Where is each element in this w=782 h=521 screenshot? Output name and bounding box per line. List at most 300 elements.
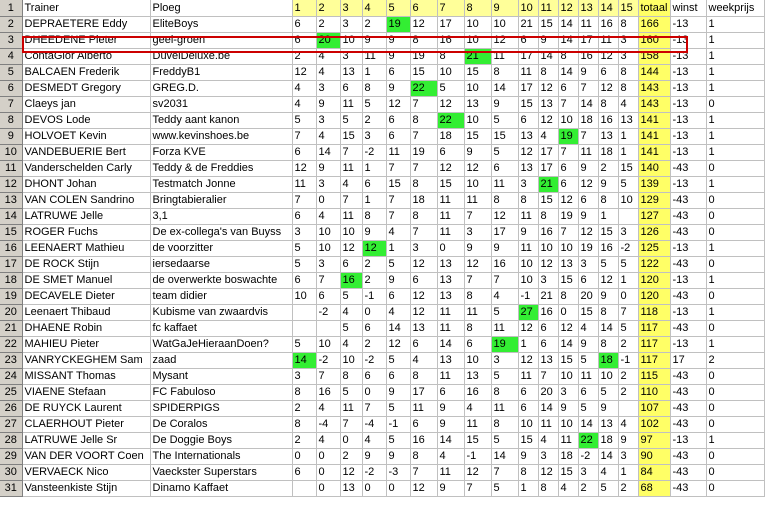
winst-cell[interactable]: -13: [670, 33, 706, 49]
week-score-cell[interactable]: -1: [518, 289, 538, 305]
week-score-cell[interactable]: -2: [362, 465, 386, 481]
weekprijs-cell[interactable]: 1: [706, 81, 764, 97]
week-score-cell[interactable]: 10: [316, 225, 340, 241]
weekprijs-cell[interactable]: 0: [706, 385, 764, 401]
week-score-cell[interactable]: 7: [464, 481, 491, 497]
week-score-cell[interactable]: 15: [558, 465, 578, 481]
week-score-cell[interactable]: 11: [491, 49, 518, 65]
trainer-cell[interactable]: BALCAEN Frederik: [22, 65, 150, 81]
week-score-cell[interactable]: 15: [538, 17, 558, 33]
week-score-cell[interactable]: 11: [518, 241, 538, 257]
week-score-cell[interactable]: 6: [558, 81, 578, 97]
week-score-cell[interactable]: 17: [518, 49, 538, 65]
week-score-cell[interactable]: 8: [491, 65, 518, 81]
ploeg-cell[interactable]: De Coralos: [150, 417, 292, 433]
week-score-cell[interactable]: 4: [316, 209, 340, 225]
week-score-cell[interactable]: 0: [437, 241, 464, 257]
week-score-cell[interactable]: 13: [558, 257, 578, 273]
winst-cell[interactable]: -43: [670, 481, 706, 497]
header-week[interactable]: 15: [618, 0, 638, 17]
ploeg-cell[interactable]: De Doggie Boys: [150, 433, 292, 449]
trainer-cell[interactable]: MISSANT Thomas: [22, 369, 150, 385]
week-score-cell[interactable]: 2: [362, 257, 386, 273]
ploeg-cell[interactable]: FreddyB1: [150, 65, 292, 81]
week-score-cell[interactable]: 15: [538, 193, 558, 209]
winst-cell[interactable]: -13: [670, 433, 706, 449]
week-score-cell[interactable]: 10: [464, 113, 491, 129]
week-score-cell[interactable]: 3: [578, 257, 598, 273]
week-score-cell[interactable]: 6: [340, 257, 362, 273]
week-score-cell[interactable]: 10: [464, 33, 491, 49]
week-score-cell[interactable]: 21: [518, 17, 538, 33]
week-score-cell[interactable]: 9: [598, 177, 618, 193]
week-score-cell[interactable]: 19: [410, 145, 437, 161]
week-score-cell[interactable]: 14: [598, 321, 618, 337]
row-number[interactable]: 20: [0, 305, 22, 321]
week-score-cell[interactable]: 12: [386, 337, 410, 353]
week-score-cell[interactable]: 14: [386, 321, 410, 337]
week-score-cell[interactable]: 12: [464, 257, 491, 273]
week-score-cell[interactable]: 7: [538, 369, 558, 385]
week-score-cell[interactable]: 6: [292, 17, 316, 33]
week-score-cell[interactable]: 10: [598, 369, 618, 385]
week-score-cell[interactable]: 6: [558, 161, 578, 177]
totaal-cell[interactable]: 115: [638, 369, 670, 385]
week-score-cell[interactable]: 22: [578, 433, 598, 449]
week-score-cell[interactable]: 4: [340, 177, 362, 193]
row-number[interactable]: 31: [0, 481, 22, 497]
week-score-cell[interactable]: 8: [292, 385, 316, 401]
week-score-cell[interactable]: 13: [340, 65, 362, 81]
weekprijs-cell[interactable]: 0: [706, 321, 764, 337]
week-score-cell[interactable]: 15: [464, 433, 491, 449]
week-score-cell[interactable]: 7: [410, 225, 437, 241]
header-totaal[interactable]: totaal: [638, 0, 670, 17]
week-score-cell[interactable]: 12: [491, 209, 518, 225]
week-score-cell[interactable]: 9: [491, 97, 518, 113]
week-score-cell[interactable]: 10: [292, 289, 316, 305]
weekprijs-cell[interactable]: 0: [706, 465, 764, 481]
week-score-cell[interactable]: 5: [578, 353, 598, 369]
week-score-cell[interactable]: 17: [437, 17, 464, 33]
week-score-cell[interactable]: 1: [618, 273, 638, 289]
week-score-cell[interactable]: 8: [518, 465, 538, 481]
week-score-cell[interactable]: 11: [464, 305, 491, 321]
week-score-cell[interactable]: 2: [618, 385, 638, 401]
weekprijs-cell[interactable]: 1: [706, 241, 764, 257]
week-score-cell[interactable]: 4: [316, 401, 340, 417]
week-score-cell[interactable]: [618, 209, 638, 225]
week-score-cell[interactable]: 17: [518, 81, 538, 97]
week-score-cell[interactable]: 4: [578, 321, 598, 337]
week-score-cell[interactable]: 6: [578, 385, 598, 401]
week-score-cell[interactable]: 15: [518, 97, 538, 113]
week-score-cell[interactable]: 9: [386, 449, 410, 465]
totaal-cell[interactable]: 126: [638, 225, 670, 241]
week-score-cell[interactable]: 6: [410, 273, 437, 289]
totaal-cell[interactable]: 122: [638, 257, 670, 273]
week-score-cell[interactable]: 8: [538, 65, 558, 81]
week-score-cell[interactable]: 20: [538, 385, 558, 401]
week-score-cell[interactable]: 13: [410, 321, 437, 337]
week-score-cell[interactable]: 7: [410, 161, 437, 177]
row-number[interactable]: 24: [0, 369, 22, 385]
totaal-cell[interactable]: 107: [638, 401, 670, 417]
week-score-cell[interactable]: 7: [464, 273, 491, 289]
week-score-cell[interactable]: 5: [340, 289, 362, 305]
week-score-cell[interactable]: 12: [292, 65, 316, 81]
week-score-cell[interactable]: 8: [410, 209, 437, 225]
week-score-cell[interactable]: 1: [618, 129, 638, 145]
week-score-cell[interactable]: 8: [538, 209, 558, 225]
ploeg-cell[interactable]: EliteBoys: [150, 17, 292, 33]
week-score-cell[interactable]: 4: [316, 129, 340, 145]
row-number[interactable]: 3: [0, 33, 22, 49]
row-number[interactable]: 1: [0, 0, 22, 17]
week-score-cell[interactable]: 16: [538, 305, 558, 321]
week-score-cell[interactable]: 12: [518, 353, 538, 369]
header-winst[interactable]: winst: [670, 0, 706, 17]
header-week[interactable]: 9: [491, 0, 518, 17]
row-number[interactable]: 8: [0, 113, 22, 129]
ploeg-cell[interactable]: zaad: [150, 353, 292, 369]
row-number[interactable]: 6: [0, 81, 22, 97]
week-score-cell[interactable]: 12: [538, 81, 558, 97]
week-score-cell[interactable]: 15: [464, 129, 491, 145]
trainer-cell[interactable]: VANRYCKEGHEM Sam: [22, 353, 150, 369]
week-score-cell[interactable]: 12: [598, 81, 618, 97]
row-number[interactable]: 4: [0, 49, 22, 65]
trainer-cell[interactable]: DECAVELE Dieter: [22, 289, 150, 305]
week-score-cell[interactable]: 7: [491, 273, 518, 289]
ploeg-cell[interactable]: Mysant: [150, 369, 292, 385]
winst-cell[interactable]: -13: [670, 113, 706, 129]
week-score-cell[interactable]: 10: [437, 65, 464, 81]
winst-cell[interactable]: -13: [670, 305, 706, 321]
week-score-cell[interactable]: 1: [518, 481, 538, 497]
trainer-cell[interactable]: DE RUYCK Laurent: [22, 401, 150, 417]
week-score-cell[interactable]: 8: [598, 305, 618, 321]
week-score-cell[interactable]: 12: [362, 241, 386, 257]
winst-cell[interactable]: -43: [670, 209, 706, 225]
winst-cell[interactable]: -13: [670, 97, 706, 113]
week-score-cell[interactable]: 9: [578, 161, 598, 177]
week-score-cell[interactable]: 11: [437, 369, 464, 385]
week-score-cell[interactable]: 1: [362, 193, 386, 209]
week-score-cell[interactable]: 11: [437, 321, 464, 337]
week-score-cell[interactable]: 2: [618, 481, 638, 497]
week-score-cell[interactable]: 6: [386, 129, 410, 145]
week-score-cell[interactable]: 27: [518, 305, 538, 321]
week-score-cell[interactable]: 4: [340, 305, 362, 321]
week-score-cell[interactable]: 2: [316, 17, 340, 33]
week-score-cell[interactable]: 6: [362, 369, 386, 385]
week-score-cell[interactable]: 3: [316, 113, 340, 129]
week-score-cell[interactable]: 5: [340, 113, 362, 129]
header-week[interactable]: 14: [598, 0, 618, 17]
week-score-cell[interactable]: 12: [558, 321, 578, 337]
week-score-cell[interactable]: 12: [578, 225, 598, 241]
week-score-cell[interactable]: 6: [578, 193, 598, 209]
week-score-cell[interactable]: 4: [292, 97, 316, 113]
trainer-cell[interactable]: LATRUWE Jelle: [22, 209, 150, 225]
week-score-cell[interactable]: 5: [437, 81, 464, 97]
week-score-cell[interactable]: 14: [491, 449, 518, 465]
week-score-cell[interactable]: 4: [386, 305, 410, 321]
trainer-cell[interactable]: MAHIEU Pieter: [22, 337, 150, 353]
weekprijs-cell[interactable]: 1: [706, 65, 764, 81]
week-score-cell[interactable]: 6: [437, 385, 464, 401]
week-score-cell[interactable]: 0: [316, 449, 340, 465]
row-number[interactable]: 14: [0, 209, 22, 225]
week-score-cell[interactable]: 7: [386, 193, 410, 209]
ploeg-cell[interactable]: Testmatch Jonne: [150, 177, 292, 193]
week-score-cell[interactable]: 19: [386, 17, 410, 33]
week-score-cell[interactable]: 10: [464, 81, 491, 97]
trainer-cell[interactable]: Leenaert Thibaud: [22, 305, 150, 321]
week-score-cell[interactable]: 11: [464, 193, 491, 209]
week-score-cell[interactable]: 12: [538, 465, 558, 481]
week-score-cell[interactable]: 8: [491, 193, 518, 209]
week-score-cell[interactable]: 15: [410, 65, 437, 81]
ploeg-cell[interactable]: DuvelDeluxe.be: [150, 49, 292, 65]
week-score-cell[interactable]: 10: [518, 417, 538, 433]
trainer-cell[interactable]: DE ROCK Stijn: [22, 257, 150, 273]
totaal-cell[interactable]: 84: [638, 465, 670, 481]
week-score-cell[interactable]: 16: [464, 385, 491, 401]
week-score-cell[interactable]: [292, 481, 316, 497]
winst-cell[interactable]: -43: [670, 161, 706, 177]
week-score-cell[interactable]: 13: [538, 353, 558, 369]
week-score-cell[interactable]: 7: [410, 97, 437, 113]
weekprijs-cell[interactable]: 1: [706, 177, 764, 193]
week-score-cell[interactable]: 20: [316, 33, 340, 49]
week-score-cell[interactable]: 9: [386, 81, 410, 97]
week-score-cell[interactable]: 9: [464, 241, 491, 257]
winst-cell[interactable]: -43: [670, 465, 706, 481]
week-score-cell[interactable]: 10: [316, 241, 340, 257]
week-score-cell[interactable]: 2: [362, 113, 386, 129]
week-score-cell[interactable]: 11: [464, 417, 491, 433]
header-week[interactable]: 3: [340, 0, 362, 17]
week-score-cell[interactable]: 11: [518, 65, 538, 81]
header-week[interactable]: 7: [437, 0, 464, 17]
week-score-cell[interactable]: 6: [538, 321, 558, 337]
week-score-cell[interactable]: 12: [578, 177, 598, 193]
week-score-cell[interactable]: 9: [386, 33, 410, 49]
week-score-cell[interactable]: 9: [362, 449, 386, 465]
week-score-cell[interactable]: 2: [598, 161, 618, 177]
week-score-cell[interactable]: 14: [558, 337, 578, 353]
week-score-cell[interactable]: 14: [598, 449, 618, 465]
winst-cell[interactable]: -43: [670, 193, 706, 209]
totaal-cell[interactable]: 120: [638, 289, 670, 305]
header-ploeg[interactable]: Ploeg: [150, 0, 292, 17]
week-score-cell[interactable]: 5: [578, 401, 598, 417]
week-score-cell[interactable]: 3: [362, 129, 386, 145]
week-score-cell[interactable]: 8: [558, 49, 578, 65]
week-score-cell[interactable]: 7: [578, 81, 598, 97]
week-score-cell[interactable]: 3: [340, 17, 362, 33]
week-score-cell[interactable]: -4: [316, 417, 340, 433]
week-score-cell[interactable]: 3: [618, 449, 638, 465]
week-score-cell[interactable]: 2: [618, 337, 638, 353]
week-score-cell[interactable]: 10: [340, 353, 362, 369]
week-score-cell[interactable]: 14: [292, 353, 316, 369]
ploeg-cell[interactable]: Bringtabieralier: [150, 193, 292, 209]
week-score-cell[interactable]: 1: [386, 241, 410, 257]
trainer-cell[interactable]: HOLVOET Kevin: [22, 129, 150, 145]
totaal-cell[interactable]: 117: [638, 337, 670, 353]
week-score-cell[interactable]: 0: [618, 289, 638, 305]
week-score-cell[interactable]: 8: [292, 417, 316, 433]
ploeg-cell[interactable]: fc kaffaet: [150, 321, 292, 337]
week-score-cell[interactable]: 12: [598, 49, 618, 65]
week-score-cell[interactable]: 2: [292, 49, 316, 65]
week-score-cell[interactable]: 6: [518, 33, 538, 49]
week-score-cell[interactable]: 15: [491, 129, 518, 145]
ploeg-cell[interactable]: iersedaarse: [150, 257, 292, 273]
weekprijs-cell[interactable]: 0: [706, 225, 764, 241]
week-score-cell[interactable]: 4: [410, 353, 437, 369]
row-number[interactable]: 11: [0, 161, 22, 177]
week-score-cell[interactable]: 4: [316, 65, 340, 81]
week-score-cell[interactable]: 5: [292, 257, 316, 273]
totaal-cell[interactable]: 158: [638, 49, 670, 65]
week-score-cell[interactable]: 18: [598, 433, 618, 449]
week-score-cell[interactable]: 8: [598, 97, 618, 113]
week-score-cell[interactable]: 15: [386, 177, 410, 193]
header-week[interactable]: 13: [578, 0, 598, 17]
week-score-cell[interactable]: 6: [386, 113, 410, 129]
totaal-cell[interactable]: 117: [638, 353, 670, 369]
week-score-cell[interactable]: 14: [578, 417, 598, 433]
week-score-cell[interactable]: 2: [340, 449, 362, 465]
week-score-cell[interactable]: 3: [538, 273, 558, 289]
row-number[interactable]: 12: [0, 177, 22, 193]
week-score-cell[interactable]: 3: [518, 177, 538, 193]
ploeg-cell[interactable]: GREG.D.: [150, 81, 292, 97]
week-score-cell[interactable]: 13: [437, 289, 464, 305]
week-score-cell[interactable]: 15: [518, 433, 538, 449]
week-score-cell[interactable]: 16: [410, 433, 437, 449]
week-score-cell[interactable]: [292, 305, 316, 321]
week-score-cell[interactable]: 5: [598, 385, 618, 401]
week-score-cell[interactable]: 11: [491, 177, 518, 193]
week-score-cell[interactable]: 11: [491, 401, 518, 417]
week-score-cell[interactable]: 8: [598, 337, 618, 353]
ploeg-cell[interactable]: de overwerkte boswachte: [150, 273, 292, 289]
week-score-cell[interactable]: 10: [464, 177, 491, 193]
week-score-cell[interactable]: 8: [410, 33, 437, 49]
totaal-cell[interactable]: 125: [638, 241, 670, 257]
week-score-cell[interactable]: 13: [518, 161, 538, 177]
row-number[interactable]: 29: [0, 449, 22, 465]
totaal-cell[interactable]: 140: [638, 161, 670, 177]
trainer-cell[interactable]: DHONT Johan: [22, 177, 150, 193]
week-score-cell[interactable]: 4: [491, 289, 518, 305]
week-score-cell[interactable]: 13: [598, 417, 618, 433]
week-score-cell[interactable]: 10: [618, 193, 638, 209]
week-score-cell[interactable]: 7: [340, 145, 362, 161]
header-week[interactable]: 2: [316, 0, 340, 17]
week-score-cell[interactable]: 16: [340, 273, 362, 289]
week-score-cell[interactable]: 9: [491, 241, 518, 257]
week-score-cell[interactable]: 11: [578, 17, 598, 33]
week-score-cell[interactable]: 13: [538, 97, 558, 113]
week-score-cell[interactable]: 3: [464, 225, 491, 241]
week-score-cell[interactable]: 0: [362, 385, 386, 401]
week-score-cell[interactable]: 17: [491, 225, 518, 241]
week-score-cell[interactable]: 7: [292, 129, 316, 145]
week-score-cell[interactable]: 6: [518, 385, 538, 401]
week-score-cell[interactable]: 15: [437, 177, 464, 193]
week-score-cell[interactable]: 6: [386, 289, 410, 305]
week-score-cell[interactable]: 3: [538, 449, 558, 465]
weekprijs-cell[interactable]: 0: [706, 289, 764, 305]
week-score-cell[interactable]: 8: [410, 177, 437, 193]
week-score-cell[interactable]: 6: [340, 81, 362, 97]
week-score-cell[interactable]: 4: [618, 417, 638, 433]
week-score-cell[interactable]: 7: [618, 305, 638, 321]
winst-cell[interactable]: -43: [670, 321, 706, 337]
totaal-cell[interactable]: 141: [638, 129, 670, 145]
week-score-cell[interactable]: 14: [558, 17, 578, 33]
week-score-cell[interactable]: 11: [437, 305, 464, 321]
week-score-cell[interactable]: 6: [491, 161, 518, 177]
week-score-cell[interactable]: 9: [598, 289, 618, 305]
row-number[interactable]: 2: [0, 17, 22, 33]
weekprijs-cell[interactable]: 0: [706, 417, 764, 433]
week-score-cell[interactable]: 11: [518, 209, 538, 225]
winst-cell[interactable]: -43: [670, 449, 706, 465]
week-score-cell[interactable]: 8: [464, 289, 491, 305]
row-number[interactable]: 26: [0, 401, 22, 417]
week-score-cell[interactable]: -2: [362, 145, 386, 161]
winst-cell[interactable]: -13: [670, 49, 706, 65]
week-score-cell[interactable]: 5: [491, 481, 518, 497]
week-score-cell[interactable]: 10: [491, 17, 518, 33]
week-score-cell[interactable]: 11: [340, 209, 362, 225]
week-score-cell[interactable]: 11: [340, 161, 362, 177]
week-score-cell[interactable]: 15: [340, 129, 362, 145]
week-score-cell[interactable]: 9: [437, 481, 464, 497]
trainer-cell[interactable]: ROGER Fuchs: [22, 225, 150, 241]
header-week[interactable]: 11: [538, 0, 558, 17]
ploeg-cell[interactable]: Kubisme van zwaardvis: [150, 305, 292, 321]
totaal-cell[interactable]: 129: [638, 193, 670, 209]
winst-cell[interactable]: -13: [670, 145, 706, 161]
week-score-cell[interactable]: 18: [437, 129, 464, 145]
week-score-cell[interactable]: 5: [491, 433, 518, 449]
week-score-cell[interactable]: 9: [538, 33, 558, 49]
weekprijs-cell[interactable]: 0: [706, 257, 764, 273]
week-score-cell[interactable]: 8: [410, 113, 437, 129]
header-weekprijs[interactable]: weekprijs: [706, 0, 764, 17]
week-score-cell[interactable]: 21: [464, 49, 491, 65]
week-score-cell[interactable]: 12: [538, 113, 558, 129]
week-score-cell[interactable]: 6: [386, 369, 410, 385]
ploeg-cell[interactable]: de voorzitter: [150, 241, 292, 257]
week-score-cell[interactable]: 3: [292, 369, 316, 385]
week-score-cell[interactable]: 19: [578, 241, 598, 257]
week-score-cell[interactable]: 5: [491, 305, 518, 321]
week-score-cell[interactable]: 4: [598, 465, 618, 481]
week-score-cell[interactable]: 14: [558, 33, 578, 49]
week-score-cell[interactable]: 3: [578, 465, 598, 481]
week-score-cell[interactable]: 2: [618, 369, 638, 385]
header-week[interactable]: 10: [518, 0, 538, 17]
